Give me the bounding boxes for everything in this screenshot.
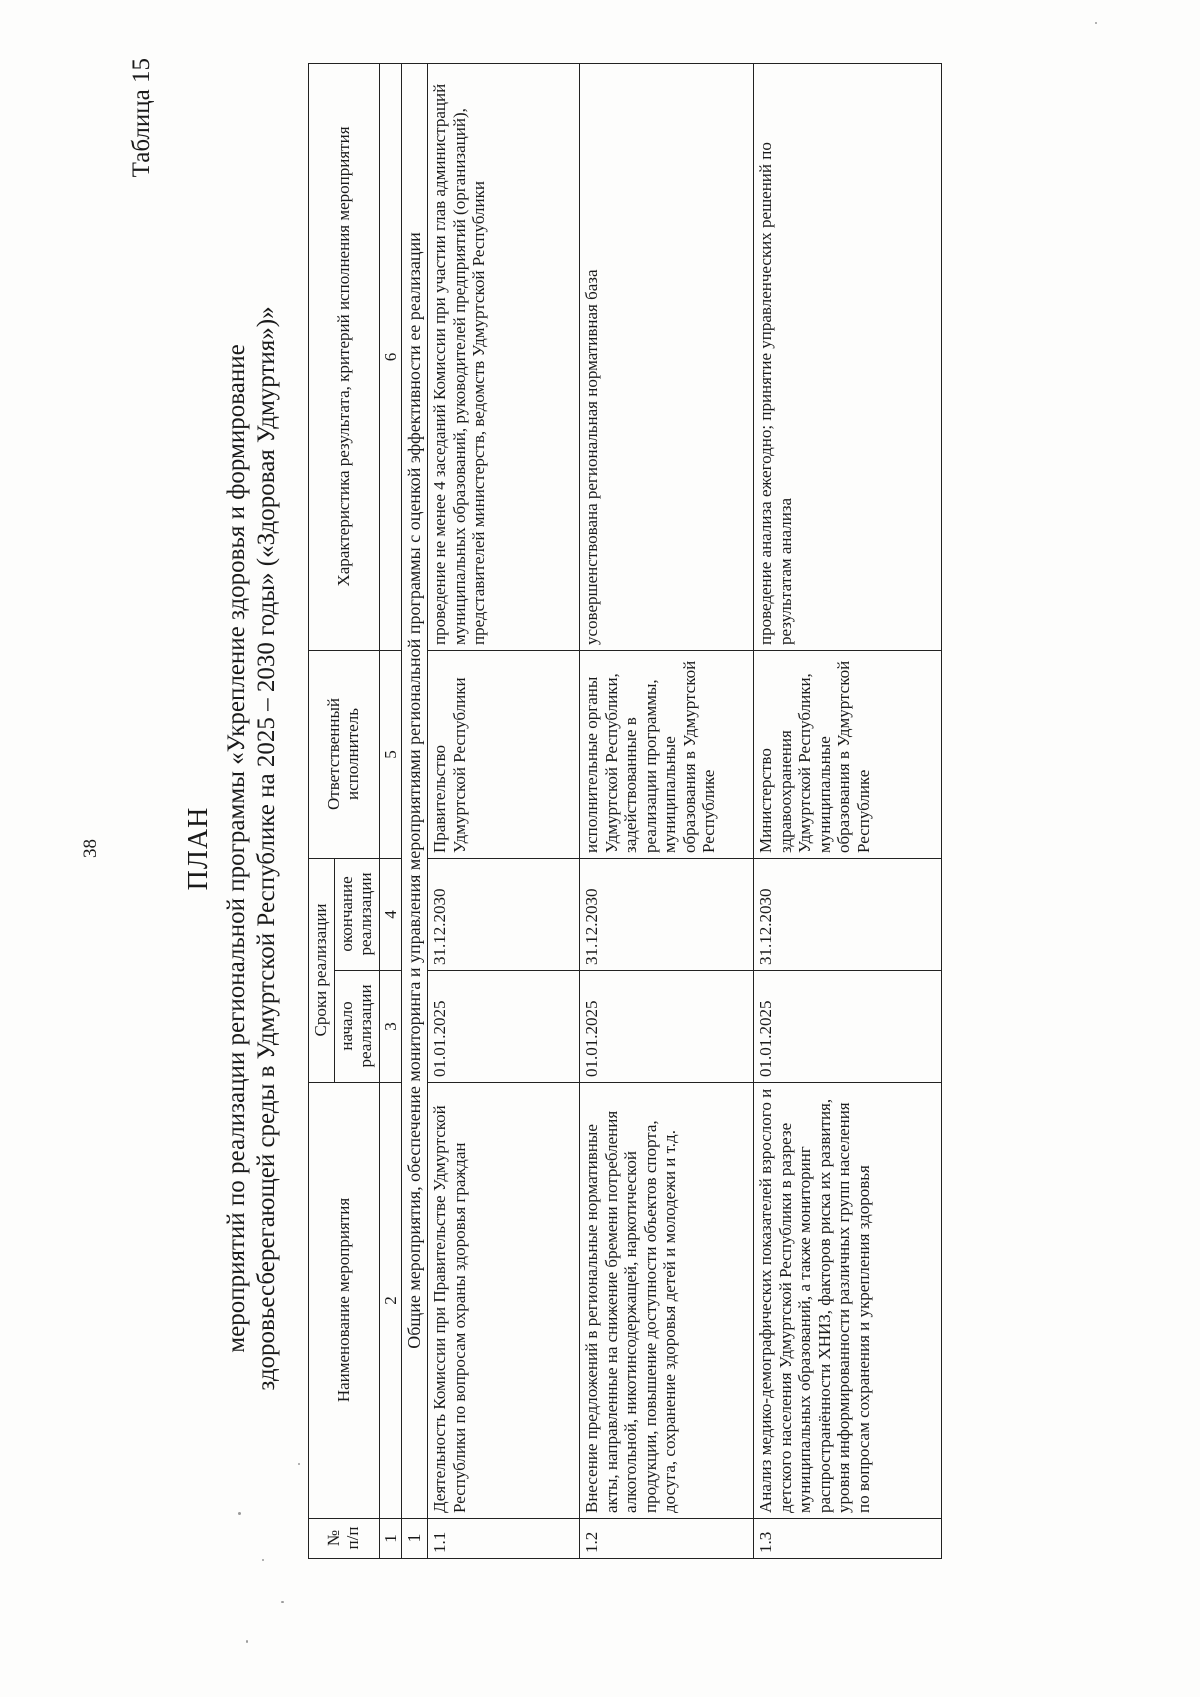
header-executor: Ответственный исполнитель xyxy=(309,651,380,859)
header-num: № п/п xyxy=(309,1519,380,1559)
header-end: окончание реализации xyxy=(334,859,379,971)
scan-speck xyxy=(238,1512,241,1515)
document-title: ПЛАН xyxy=(183,806,214,891)
scan-speck xyxy=(281,1601,284,1603)
column-number: 1 xyxy=(379,1519,402,1559)
column-number: 4 xyxy=(379,859,402,971)
header-result: Характеристика результата, критерий исполнения мероприятия xyxy=(309,64,380,651)
header-row-1 xyxy=(309,64,335,1559)
row-end-date: 31.12.2030 xyxy=(754,859,942,971)
row-executor: Министерство здравоохранения Удмуртской Республики, муниципальные образования в Удмуртской Республике xyxy=(754,651,942,859)
row-start-date: 01.01.2025 xyxy=(754,971,942,1083)
column-number: 6 xyxy=(379,64,402,651)
table-label: Таблица 15 xyxy=(128,58,155,178)
row-number: 1.2 xyxy=(580,1519,754,1559)
row-start-date: 01.01.2025 xyxy=(428,971,580,1083)
header-terms: Сроки реализации xyxy=(309,859,335,1083)
table-row xyxy=(754,64,942,1559)
row-start-date: 01.01.2025 xyxy=(580,971,754,1083)
column-number: 5 xyxy=(379,651,402,859)
subtitle-line-1: мероприятий по реализации региональной программы «Укрепление здоровья и формирование xyxy=(223,344,250,1353)
row-number: 1.3 xyxy=(754,1519,942,1559)
row-executor: исполнительные органы Удмуртской Республики, задействованные в реализации программы, муниципальные образования в Удмуртской Республике xyxy=(580,651,754,859)
scan-speck xyxy=(1095,22,1097,24)
subtitle-line-2: здоровьесберегающей среды в Удмуртской Республике на 2025 – 2030 годы» («Здоровая Удмуртия»)» xyxy=(253,306,280,1391)
header-name: Наименование мероприятия xyxy=(309,1083,380,1519)
row-end-date: 31.12.2030 xyxy=(580,859,754,971)
row-result: усовершенствована региональная нормативная база xyxy=(580,64,754,651)
page-number: 38 xyxy=(80,839,101,858)
column-number-row xyxy=(379,64,402,1559)
row-name: Внесение предложений в региональные нормативные акты, направленные на снижение бремени потребления алкогольной, никотинсодержащей, наркотической продукции, повышение доступности объектов спорта, досуга, сохранение здоровья детей и молодежи и т.д. xyxy=(580,1083,754,1519)
document-subtitle xyxy=(222,120,282,1577)
column-number: 3 xyxy=(379,971,402,1083)
plan-table xyxy=(308,63,942,1559)
column-number: 2 xyxy=(379,1083,402,1519)
row-end-date: 31.12.2030 xyxy=(428,859,580,971)
section-title: Общие мероприятия, обеспечение мониторинга и управления мероприятиями региональной программы с оценкой эффективности ее реализации xyxy=(402,64,428,1519)
table-row xyxy=(580,64,754,1559)
scan-speck xyxy=(262,1559,264,1561)
section-number: 1 xyxy=(402,1519,428,1559)
table-row xyxy=(428,64,580,1559)
scan-speck xyxy=(246,1640,248,1643)
header-start: начало реализации xyxy=(334,971,379,1083)
row-number: 1.1 xyxy=(428,1519,580,1559)
row-name: Анализ медико-демографических показателей взрослого и детского населения Удмуртской Республики в разрезе муниципальных образований, а также мониторинг распространённости ХНИЗ, факторов риска их развития, уровня информированности различных групп населения по вопросам сохранения и укрепления здоровья xyxy=(754,1083,942,1519)
row-name: Деятельность Комиссии при Правительстве Удмуртской Республики по вопросам охраны здоровья граждан xyxy=(428,1083,580,1519)
row-executor: Правительство Удмуртской Республики xyxy=(428,651,580,859)
row-result: проведение не менее 4 заседаний Комиссии при участии глав администраций муниципальных образований, руководителей предприятий (организаций), представителей министерств, ведомств Удмуртской Республики xyxy=(428,64,580,651)
scan-speck xyxy=(298,1463,300,1465)
section-row xyxy=(402,64,428,1559)
row-result: проведение анализа ежегодно; принятие управленческих решений по результатам анализа xyxy=(754,64,942,651)
